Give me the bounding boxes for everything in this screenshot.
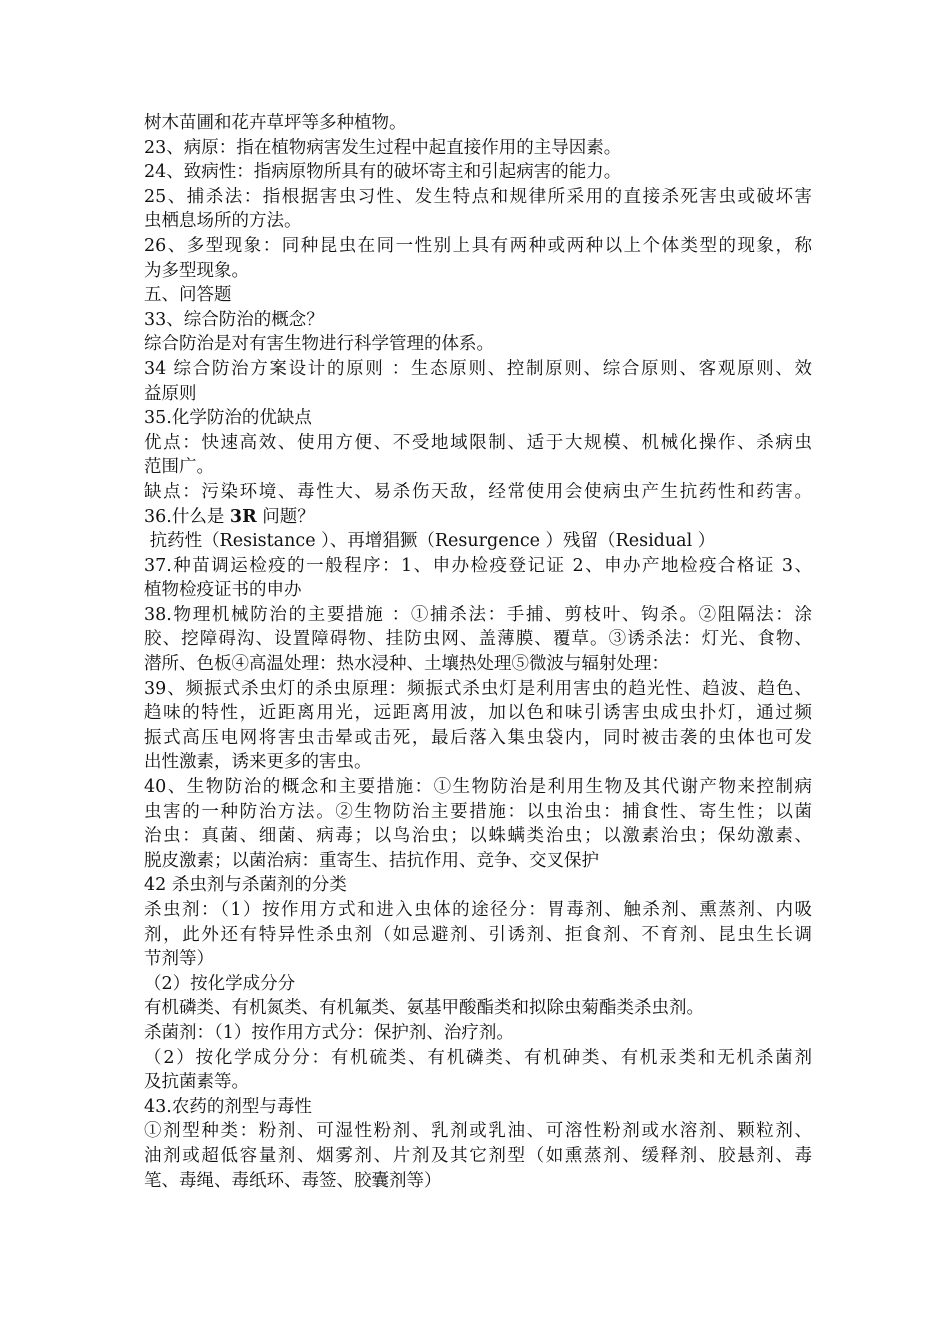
text-line: 有机磷类、有机氮类、有机氟类、氨基甲酸酯类和拟除虫菊酯类杀虫剂。 <box>144 998 704 1019</box>
text-line: 及抗菌素等。 <box>144 1072 249 1093</box>
text-line: 出性激素，诱来更多的害虫。 <box>144 752 372 773</box>
text-line: 范围广。 <box>144 457 214 478</box>
text-line: 虫害的一种防治方法。②生物防治主要措施：以虫治虫：捕食性、寄生性；以菌 <box>144 801 812 822</box>
text-line: 脱皮激素；以菌治病：重寄生、拮抗作用、竞争、交叉保护 <box>144 850 599 871</box>
text-line: 剂，此外还有特异性杀虫剂（如忌避剂、引诱剂、拒食剂、不育剂、昆虫生长调 <box>144 924 812 945</box>
question-heading: 33、综合防治的概念？ <box>144 309 324 330</box>
text-line: 治虫：真菌、细菌、病毒；以鸟治虫；以蛛螨类治虫；以激素治虫；保幼激素、 <box>144 826 812 847</box>
text-line: 26、多型现象：同种昆虫在同一性别上具有两种或两种以上个体类型的现象，称 <box>144 235 812 256</box>
text-line: 综合防治是对有害生物进行科学管理的体系。 <box>144 334 494 355</box>
text-line: 优点：快速高效、使用方便、不受地域限制、适于大规模、机械化操作、杀病虫 <box>144 432 812 453</box>
text-line: 38.物理机械防治的主要措施 ：①捕杀法：手捕、剪枝叶、钩杀。②阻隔法：涂 <box>144 604 812 625</box>
text-line: 趋味的特性，近距离用光，远距离用波，加以色和味引诱害虫成虫扑灯，通过频 <box>144 703 812 724</box>
document-body <box>144 111 812 1193</box>
text-line: 23、病原：指在植物病害发生过程中起直接作用的主导因素。 <box>144 137 622 158</box>
text-line: 杀菌剂：（1）按作用方式分：保护剂、治疗剂。 <box>144 1022 514 1043</box>
section-heading: 五、问答题 <box>144 285 232 306</box>
text-line: 39、频振式杀虫灯的杀虫原理：频振式杀虫灯是利用害虫的趋光性、趋波、趋色、 <box>144 678 812 699</box>
text-line: 为多型现象。 <box>144 260 249 281</box>
text-line: 油剂或超低容量剂、烟雾剂、片剂及其它剂型（如熏蒸剂、缓释剂、胶悬剂、毒 <box>144 1145 812 1166</box>
text-line: 潜所、色板④高温处理：热水浸种、土壤热处理⑤微波与辐射处理： <box>144 654 669 675</box>
text-line: ①剂型种类：粉剂、可湿性粉剂、乳剂或乳油、可溶性粉剂或水溶剂、颗粒剂、 <box>144 1121 812 1142</box>
question-heading: 43.农药的剂型与毒性 <box>144 1096 312 1117</box>
text-line: 24、致病性：指病原物所具有的破坏寄主和引起病害的能力。 <box>144 162 622 183</box>
question-heading <box>144 505 812 530</box>
text-line: 抗药性（Resistance ）、再增猖獗（Resurgence ）残留（Residual ） <box>144 531 716 552</box>
text-line: 笔、毒绳、毒纸环、毒签、胶囊剂等） <box>144 1170 442 1191</box>
text-line: 37.种苗调运检疫的一般程序：1、申办检疫登记证 2、申办产地检疫合格证 3、 <box>144 555 812 576</box>
text-line: 节剂等） <box>144 949 214 970</box>
question-heading: 35.化学防治的优缺点 <box>144 408 312 429</box>
text-line: 益原则 <box>144 383 197 404</box>
text-line: 40、生物防治的概念和主要措施：①生物防治是利用生物及其代谢产物来控制病 <box>144 777 812 798</box>
question-heading: 42 杀虫剂与杀菌剂的分类 <box>144 875 347 896</box>
text-line: 34 综合防治方案设计的原则 ：生态原则、控制原则、综合原则、客观原则、效 <box>144 358 812 379</box>
text-line: 树木苗圃和花卉草坪等多种植物。 <box>144 113 407 133</box>
text-line: （2）按化学成分分 <box>144 973 296 994</box>
text-line: 25、捕杀法：指根据害虫习性、发生特点和规律所采用的直接杀死害虫或破坏害 <box>144 186 812 207</box>
text-line: 胶、挖障碍沟、设置障碍物、挂防虫网、盖薄膜、覆草。③诱杀法：灯光、食物、 <box>144 629 812 650</box>
text-line: 振式高压电网将害虫击晕或击死，最后落入集虫袋内，同时被击袭的虫体也可发 <box>144 727 812 748</box>
text-line: 虫栖息场所的方法。 <box>144 211 302 232</box>
question-3r-text: 36.什么是 3R 问题？ <box>144 506 315 527</box>
text-line: 植物检疫证书的申办 <box>144 580 302 601</box>
text-line: （2）按化学成分分：有机硫类、有机磷类、有机砷类、有机汞类和无机杀菌剂 <box>144 1047 812 1068</box>
text-line: 缺点：污染环境、毒性大、易杀伤天敌，经常使用会使病虫产生抗药性和药害。 <box>144 481 812 502</box>
text-line: 杀虫剂：（1）按作用方式和进入虫体的途径分：胃毒剂、触杀剂、熏蒸剂、内吸 <box>144 900 812 920</box>
